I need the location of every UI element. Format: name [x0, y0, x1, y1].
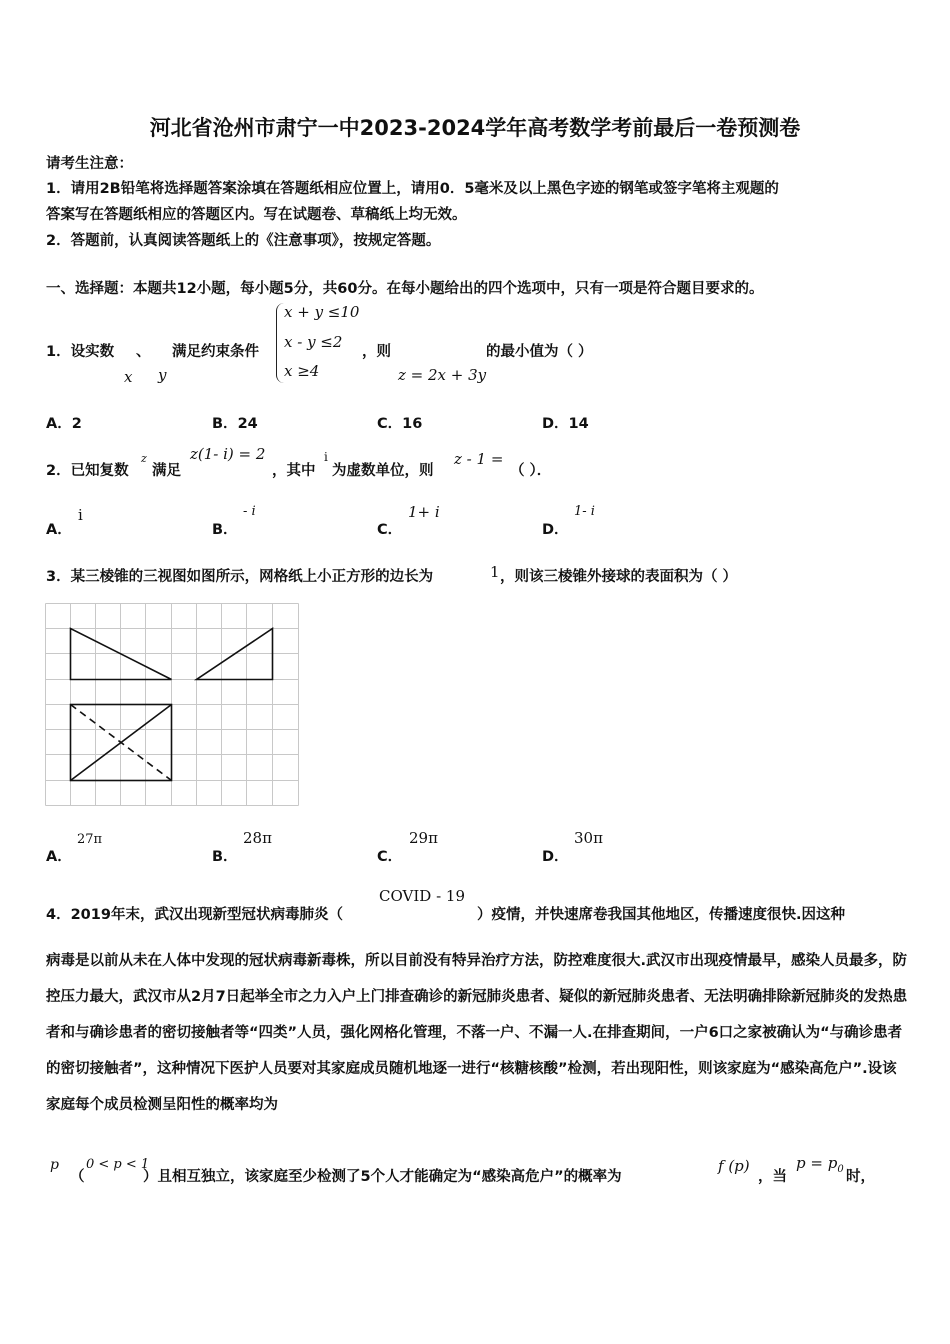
q4-covid: COVID - 19: [379, 887, 465, 905]
q2-option-d-value: 1- i: [574, 504, 595, 519]
q3-option-c[interactable]: C．: [377, 849, 403, 865]
q4-condition: $p = p_0$: [796, 1154, 844, 1175]
q1-constraint-3: x ≥4: [284, 362, 320, 380]
q3-option-d-value: 30π: [574, 829, 603, 847]
q1-text-e: 的最小值为（ ）: [486, 344, 593, 360]
q2-text-c: ，其中: [272, 463, 316, 479]
q4-paragraph: 病毒是以前从未在人体中发现的冠状病毒新毒株，所以目前没有特异治疗方法，防控难度很大.武汉市出现疫情最早，感染人员最多，防控压力最大，武汉市从2月7日起举全市之力入户上门排查确诊的新冠肺炎患者、疑似的新冠肺炎患者、无法明确排除新冠肺炎的发热患者和与确诊患者的密切接触者等“四类”人员，强化网格化管理，不落一户、不漏一人.在排查期间，一户6口之家被确认为“与确诊患者的密切接触者”，这种情况下医护人员要对其家庭成员随机地逐一进行“核糖核酸”检测，若出现阳性，则该家庭为“感染高危户”.设该家庭每个成员检测呈阳性的概率均为: [46, 953, 908, 1113]
section-heading: 一、选择题：本题共12小题，每小题5分，共60分。在每小题给出的四个选项中，只有一项是符合题目要求的。: [46, 281, 764, 297]
q1-option-c[interactable]: C．16: [377, 416, 423, 432]
q2-option-c-value: 1+ i: [408, 503, 440, 521]
q4-text-c: ）且相互独立，该家庭至少检测了5个人才能确定为“感染高危户”的概率为: [143, 1169, 622, 1185]
q3-option-a[interactable]: A．: [46, 849, 72, 865]
q2-text-b: 满足: [152, 463, 181, 479]
q2-expression: z - 1 =: [454, 450, 504, 468]
q2-option-b-value: - i: [243, 504, 256, 519]
q1-objective: z = 2x + 3y: [398, 366, 487, 384]
q1-text-b: 、: [136, 344, 151, 360]
q1-constraint-1: x + y ≤10: [284, 303, 360, 321]
three-view-figure: [45, 603, 301, 808]
q1-var-y: y: [158, 366, 167, 384]
q1-option-a[interactable]: A．2: [46, 416, 82, 432]
q3-option-a-value: 27π: [77, 832, 103, 847]
q2-z: z: [141, 452, 147, 465]
notice-line-2: 2．答题前，认真阅读答题纸上的《注意事项》，按规定答题。: [46, 233, 441, 249]
q1-option-b[interactable]: B．24: [212, 416, 258, 432]
q2-text-d: 为虚数单位，则: [332, 463, 434, 479]
q3-option-c-value: 29π: [409, 829, 438, 847]
notice-line-1: 1．请用2B铅笔将选择题答案涂填在答题纸相应位置上，请用0．5毫米及以上黑色字迹的钢笔或签字笔将主观题的: [46, 181, 779, 197]
q2-text-e: （ ）．: [510, 463, 552, 479]
q4-range: 0 < p < 1: [86, 1157, 150, 1172]
q1-text-a: 1．设实数: [46, 344, 115, 360]
q3-option-b[interactable]: B．: [212, 849, 238, 865]
q1-text-c: 满足约束条件: [172, 344, 259, 360]
q1-constraint-2: x - y ≤2: [284, 333, 343, 351]
page-title: 河北省沧州市肃宁一中2023-2024学年高考数学考前最后一卷预测卷: [149, 116, 801, 140]
q4-fp: f (p): [718, 1157, 750, 1175]
q2-option-d[interactable]: D．: [542, 522, 569, 538]
q4-text-e: 时，: [846, 1169, 875, 1185]
notice-line-1b: 答案写在答题纸相应的答题区内。写在试题卷、草稿纸上均无效。: [46, 207, 467, 223]
q2-option-c[interactable]: C．: [377, 522, 403, 538]
q2-i: i: [324, 450, 328, 464]
q4-text-b: ）疫情，并快速席卷我国其他地区，传播速度很快.因这种: [477, 907, 846, 923]
notice-header: 请考生注意：: [46, 156, 133, 172]
q4-text-a: 4．2019年末，武汉出现新型冠状病毒肺炎（: [46, 907, 343, 923]
q2-option-a[interactable]: A．: [46, 522, 72, 538]
q3-option-b-value: 28π: [243, 829, 272, 847]
q3-text-b: ，则该三棱锥外接球的表面积为（ ）: [500, 569, 738, 585]
q2-text-a: 2．已知复数: [46, 463, 129, 479]
q1-option-d[interactable]: D．14: [542, 416, 589, 432]
q2-option-a-value: i: [78, 506, 83, 524]
q4-p: p: [50, 1157, 59, 1173]
q2-equation: z(1- i) = 2: [190, 445, 266, 463]
q1-var-x: x: [124, 368, 133, 386]
q1-text-d: ，则: [362, 344, 391, 360]
q4-text-d: ，当: [758, 1169, 787, 1185]
q3-one: 1: [490, 563, 500, 581]
q3-option-d[interactable]: D．: [542, 849, 569, 865]
q3-text-a: 3．某三棱锥的三视图如图所示，网格纸上小正方形的边长为: [46, 569, 434, 585]
q4-open-paren: （: [70, 1169, 85, 1185]
q2-option-b[interactable]: B．: [212, 522, 238, 538]
